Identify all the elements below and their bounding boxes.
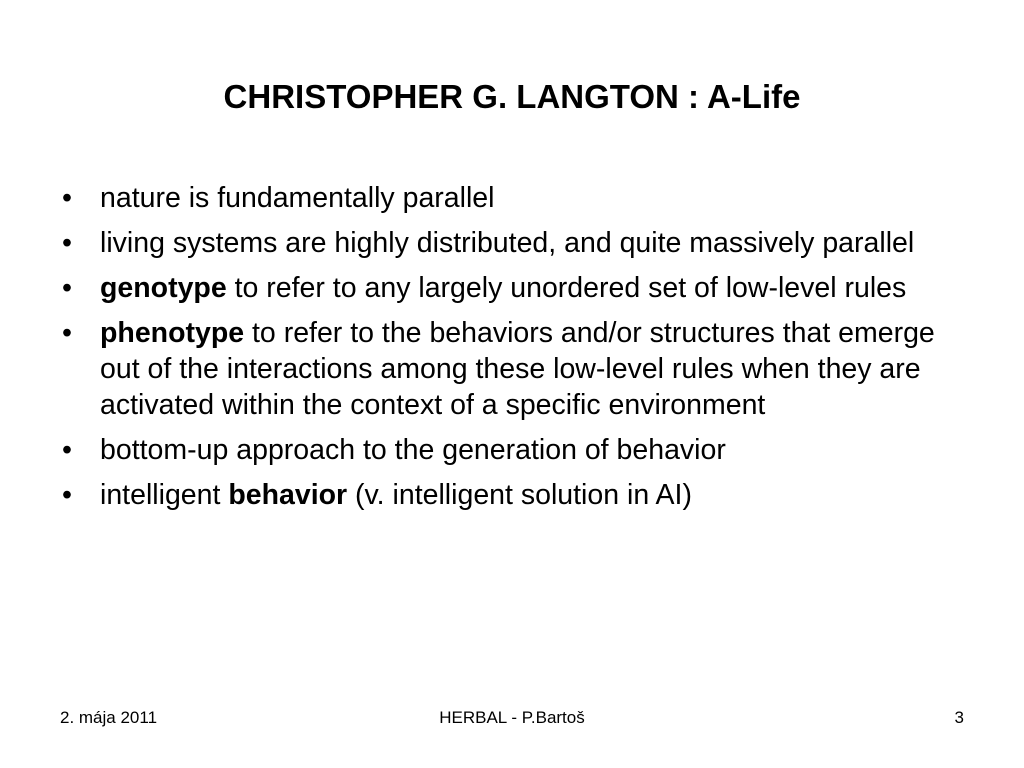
bullet-item xyxy=(58,225,968,261)
bullet-icon: • xyxy=(62,182,72,214)
bullet-icon: • xyxy=(62,227,72,259)
bullet-icon: • xyxy=(62,479,72,511)
bullet-item xyxy=(58,477,968,513)
slide-title: CHRISTOPHER G. LANGTON : A-Life xyxy=(223,78,801,115)
footer-center-text: HERBAL - P.Bartoš xyxy=(439,708,585,727)
bullet-item xyxy=(58,315,968,423)
bullet-icon: • xyxy=(62,272,72,304)
bullet-item xyxy=(58,180,968,216)
bullet-text: nature is fundamentally parallel xyxy=(100,182,495,214)
bullet-list xyxy=(58,180,968,522)
footer-page-number: 3 xyxy=(954,708,964,727)
bullet-text: to refer to any largely unordered set of low-level rules xyxy=(226,272,907,304)
bullet-text: to refer to the behaviors and/or structures that emerge out of the interactions among these low-level rules when they are activated within the context of a specific environment xyxy=(100,317,935,421)
bullet-text: bottom-up approach to the generation of behavior xyxy=(100,434,726,466)
bullet-term: genotype xyxy=(100,272,227,304)
bullet-item xyxy=(58,270,968,306)
bullet-icon: • xyxy=(62,434,72,466)
bullet-text: intelligent xyxy=(100,479,229,511)
bullet-icon: • xyxy=(62,317,72,349)
bullet-term: behavior xyxy=(228,479,348,511)
bullet-term: phenotype xyxy=(100,317,245,349)
bullet-text: living systems are highly distributed, and quite massively parallel xyxy=(100,227,915,259)
footer-date: 2. mája 2011 xyxy=(60,708,158,727)
bullet-text-after: (v. intelligent solution in AI) xyxy=(347,479,692,511)
bullet-item xyxy=(58,432,968,468)
